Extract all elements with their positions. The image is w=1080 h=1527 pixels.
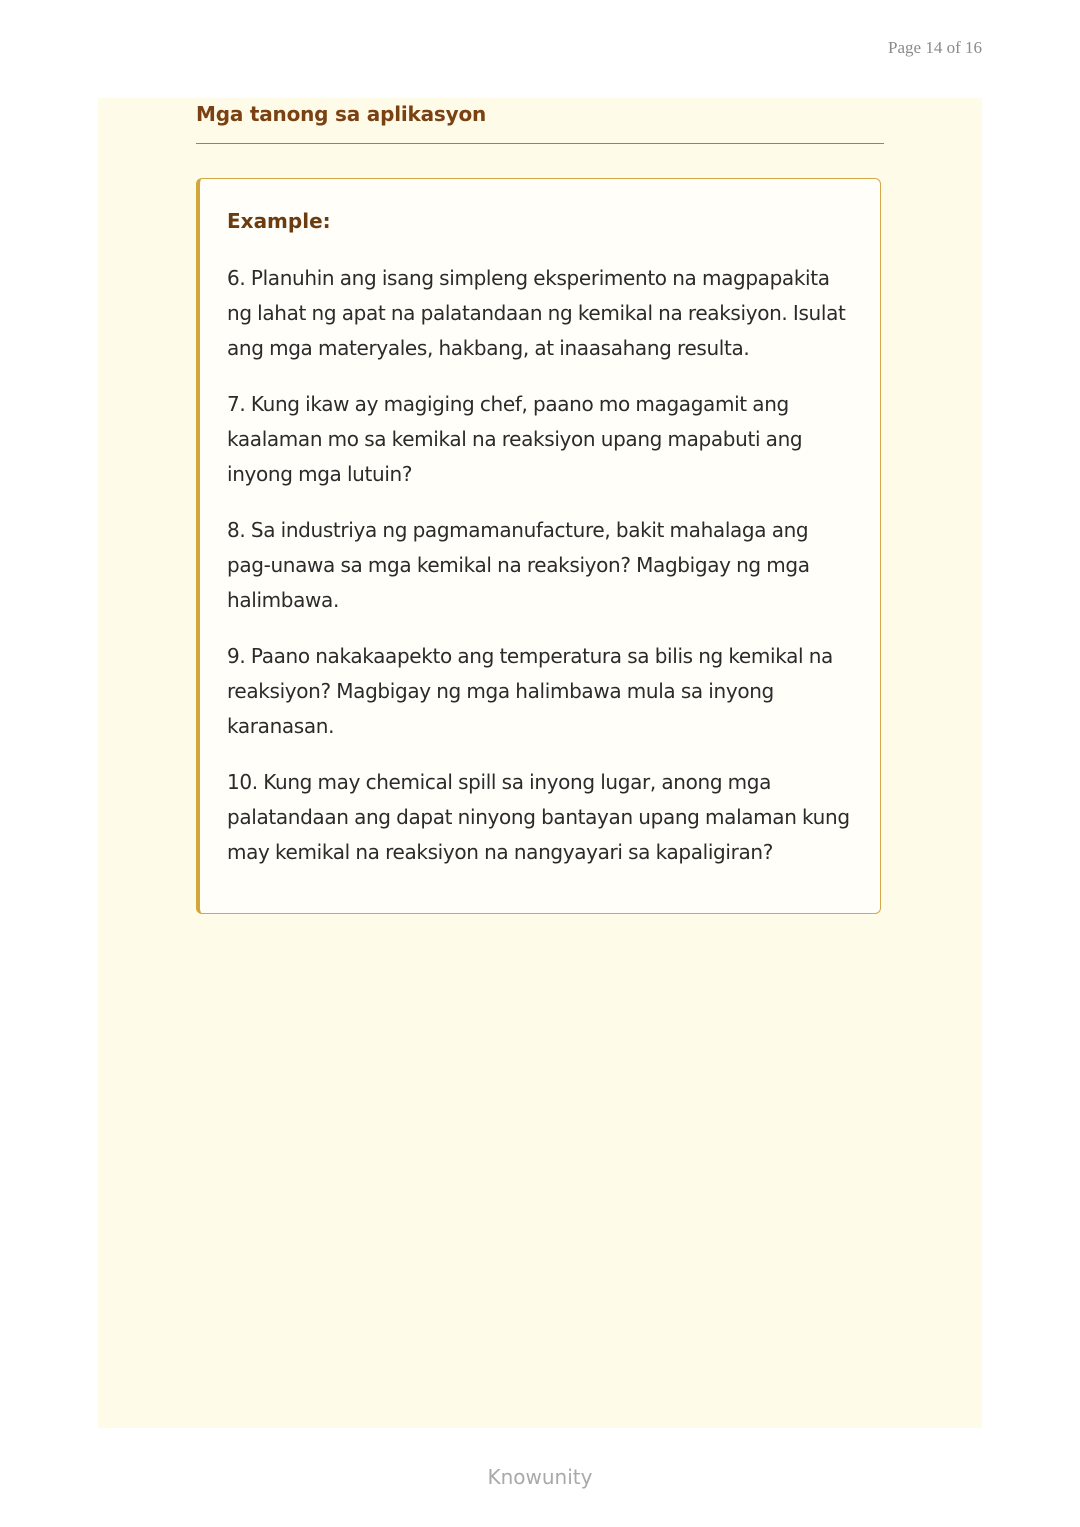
question-8: 8. Sa industriya ng pagmamanufacture, bakit mahalaga ang pag-unawa sa mga kemikal na reaksiyon? Magbigay ng mga halimbawa. [227,518,810,612]
footer-brand: Knowunity [487,1465,593,1489]
title-divider [196,143,884,144]
question-10: 10. Kung may chemical spill sa inyong lugar, anong mga palatandaan ang dapat ninyong bantayan upang malaman kung may kemikal na reaksiyon na nangyayari sa kapaligiran? [227,770,850,864]
question-6: 6. Planuhin ang isang simpleng eksperimento na magpapakita ng lahat ng apat na palatandaan ng kemikal na reaksiyon. Isulat ang mga materyales, hakbang, at inaasahang resulta. [227,266,846,360]
question-list [227,261,857,891]
content-area [98,98,982,1428]
question-7: 7. Kung ikaw ay magiging chef, paano mo magagamit ang kaalaman mo sa kemikal na reaksiyon upang mapabuti ang inyong mga lutuin? [227,392,803,486]
example-box [196,178,881,914]
page-number: Page 14 of 16 [888,38,982,57]
question-9: 9. Paano nakakaapekto ang temperatura sa bilis ng kemikal na reaksiyon? Magbigay ng mga halimbawa mula sa inyong karanasan. [227,644,833,738]
example-label: Example: [227,209,331,233]
section-title: Mga tanong sa aplikasyon [196,102,487,126]
